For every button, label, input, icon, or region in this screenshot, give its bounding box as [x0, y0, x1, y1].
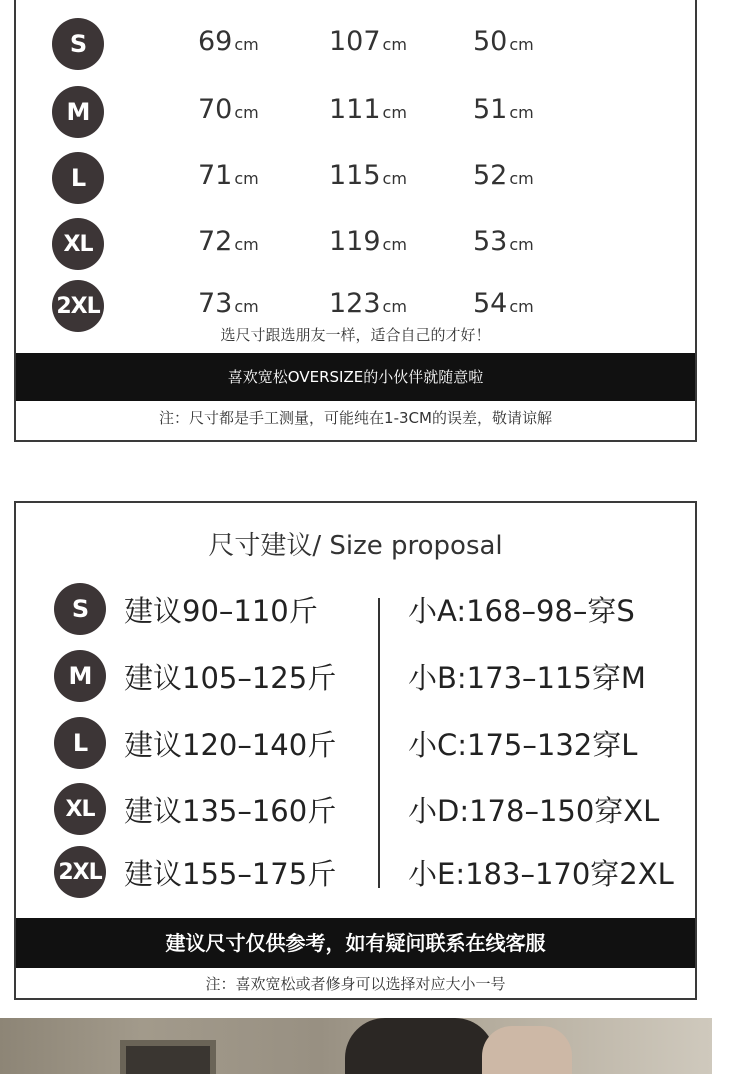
fit-example: 小C:175–132穿L: [408, 728, 638, 762]
size-badge: S: [52, 18, 104, 70]
measure-value: 115 cm: [329, 160, 407, 191]
measure-value: 123 cm: [329, 288, 407, 319]
fit-note: 注：喜欢宽松或者修身可以选择对应大小一号: [205, 975, 506, 993]
product-photo: [0, 1018, 712, 1074]
weight-recommendation: 建议155–175斤: [124, 857, 337, 891]
proposal-row-l: [16, 717, 695, 773]
photo-model-clothing: [345, 1018, 495, 1074]
proposal-title: 尺寸建议/ Size proposal: [208, 531, 503, 561]
weight-recommendation: 建议120–140斤: [124, 728, 337, 762]
proposal-row-m: [16, 650, 695, 706]
measure-value: 73 cm: [198, 288, 259, 319]
size-badge: L: [52, 152, 104, 204]
measure-value: 69 cm: [198, 26, 259, 57]
fit-example: 小B:173–115穿M: [408, 661, 646, 695]
size-badge: 2XL: [52, 280, 104, 332]
size-badge: XL: [52, 218, 104, 270]
size-chart-card: [14, 0, 697, 442]
size-row-s: [16, 18, 695, 74]
measure-value: 50 cm: [473, 26, 534, 57]
size-badge: XL: [54, 783, 106, 835]
measure-value: 71 cm: [198, 160, 259, 191]
oversize-banner: 喜欢宽松OVERSIZE的小伙伴就随意啦: [16, 353, 695, 401]
size-badge: M: [52, 86, 104, 138]
size-badge: M: [54, 650, 106, 702]
measure-value: 107 cm: [329, 26, 407, 57]
measure-value: 52 cm: [473, 160, 534, 191]
weight-recommendation: 建议135–160斤: [124, 794, 337, 828]
fit-example: 小A:168–98–穿S: [408, 594, 635, 628]
size-row-m: [16, 86, 695, 142]
measure-value: 51 cm: [473, 94, 534, 125]
size-proposal-card: [14, 501, 697, 1000]
tagline: 选尺寸跟选朋友一样，适合自己的才好！: [220, 326, 491, 344]
fit-example: 小E:183–170穿2XL: [408, 857, 674, 891]
size-badge: S: [54, 583, 106, 635]
size-row-l: [16, 152, 695, 208]
consult-banner: 建议尺寸仅供参考，如有疑问联系在线客服: [16, 918, 695, 968]
proposal-row-s: [16, 583, 695, 639]
measure-value: 70 cm: [198, 94, 259, 125]
measure-value: 72 cm: [198, 226, 259, 257]
measure-value: 111 cm: [329, 94, 407, 125]
weight-recommendation: 建议105–125斤: [124, 661, 337, 695]
measure-value: 54 cm: [473, 288, 534, 319]
measurement-note: 注：尺寸都是手工测量，可能纯在1-3CM的误差，敬请谅解: [159, 409, 552, 427]
fit-example: 小D:178–150穿XL: [408, 794, 660, 828]
size-row-xl: [16, 218, 695, 274]
measure-value: 119 cm: [329, 226, 407, 257]
proposal-row-xl: [16, 783, 695, 839]
proposal-row-2xl: [16, 846, 695, 902]
size-badge: L: [54, 717, 106, 769]
weight-recommendation: 建议90–110斤: [124, 594, 318, 628]
photo-model-arm: [482, 1026, 572, 1074]
photo-background-window: [120, 1040, 216, 1074]
measure-value: 53 cm: [473, 226, 534, 257]
size-badge: 2XL: [54, 846, 106, 898]
